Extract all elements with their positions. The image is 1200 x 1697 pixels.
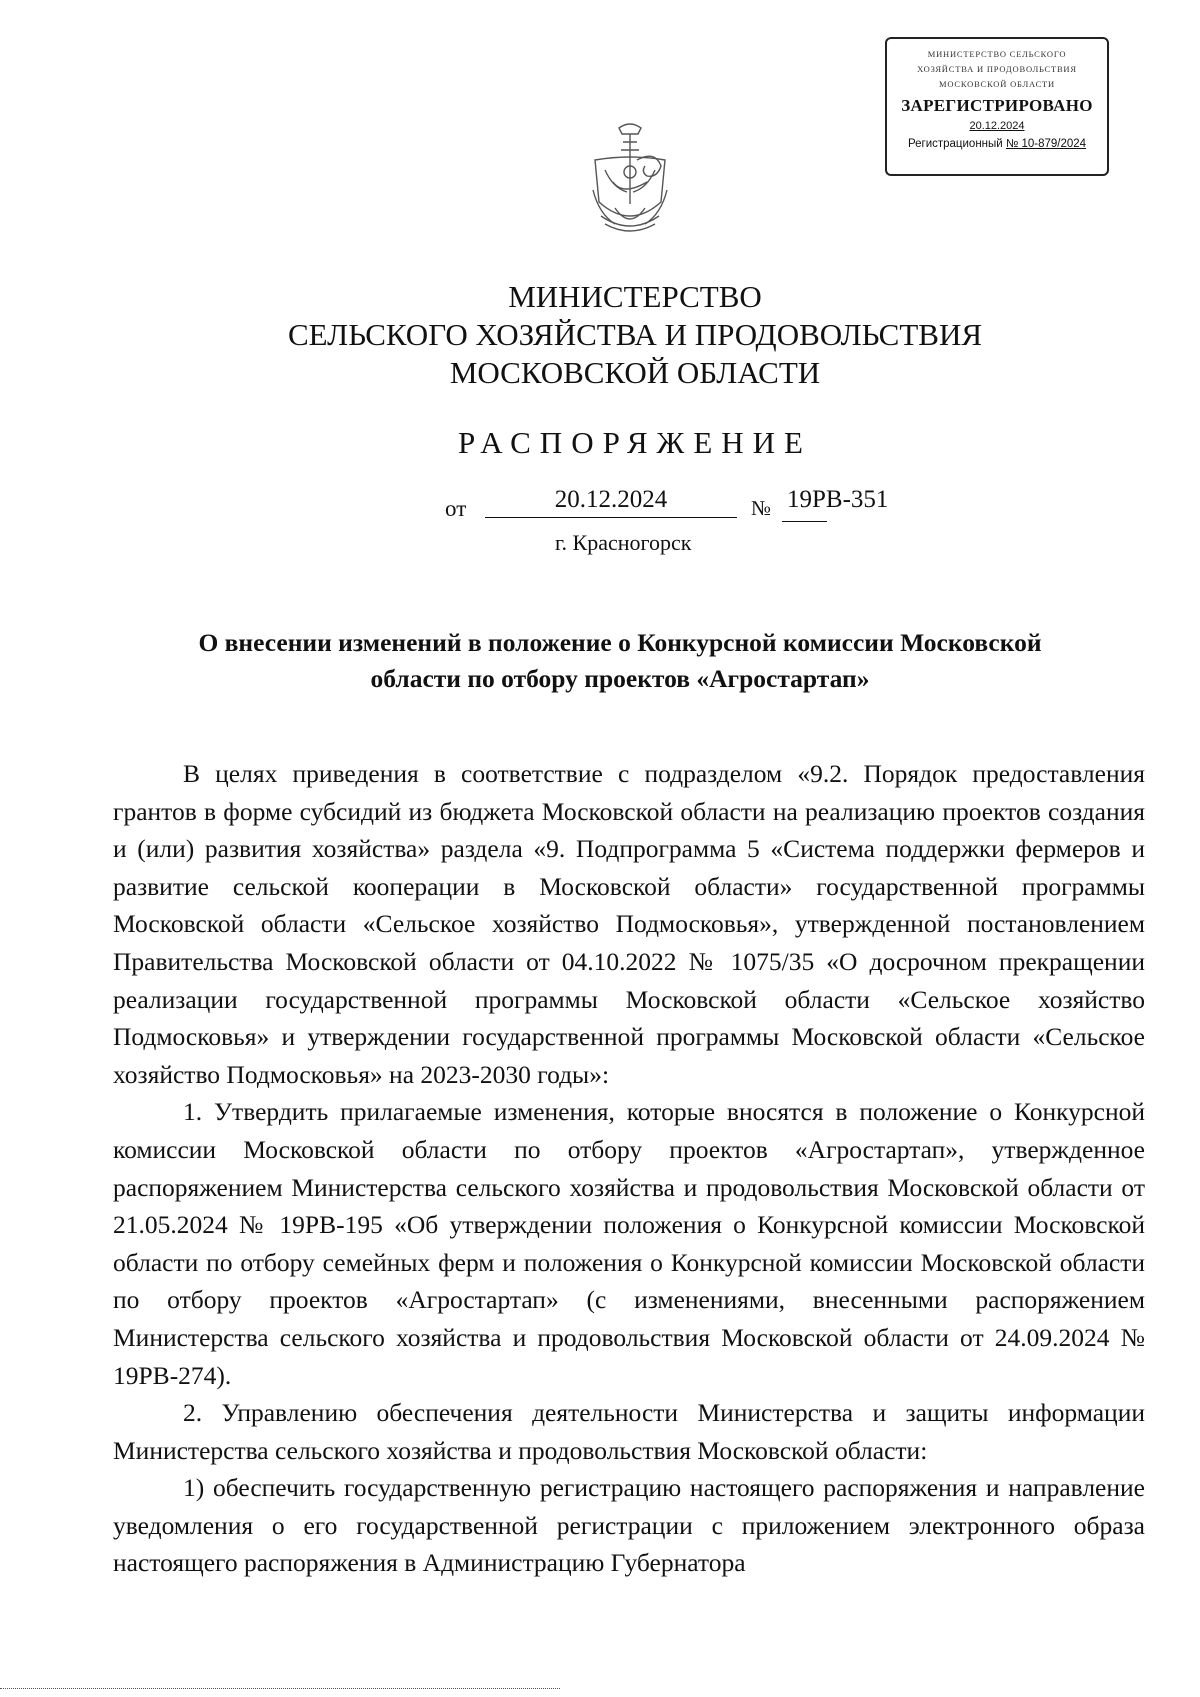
stamp-line-2: ХОЗЯЙСТВА И ПРОДОВОЛЬСТВИЯ — [917, 64, 1077, 74]
body-paragraph-3: 2. Управлению обеспечения деятельности Министерства и защиты информации Министерства сельского хозяйства и продовольствия Московской области: — [113, 1398, 1145, 1465]
stamp-date: 20.12.2024 — [969, 120, 1025, 132]
stamp-reg-label: Регистрационный — [907, 138, 1003, 150]
stamp-reg-number: № 10-879/2024 — [1005, 138, 1087, 150]
document-subject — [0, 625, 1200, 697]
document-number: 19РВ-351 — [787, 486, 889, 513]
number-underline — [782, 521, 827, 522]
number-label: № — [751, 496, 772, 520]
stamp-line-1: МИНИСТЕРСТВО СЕЛЬСКОГО — [927, 49, 1067, 59]
stamp-reg-number-line — [887, 138, 1107, 150]
subject-line-1: О внесении изменений в положение о Конкурсной комиссии Московской — [198, 628, 1042, 657]
body-paragraph-4: 1) обеспечить государственную регистрацию настоящего распоряжения и направление уведомления о его государственной регистрации с приложением электронного образа настоящего распоряжения в Администрацию Губернатора — [113, 1473, 1145, 1578]
body-paragraph-2: 1. Утвердить прилагаемые изменения, которые вносятся в положение о Конкурсной комиссии Московской области по отбору проектов «Агростартап», утвержденное распоряжением Министерства сельского хозяйства и продовольствия Московской области от 21.05.2024 № 19РВ-195 «Об утверждении положения о Конкурсной комиссии Московской области по отбору семейных ферм и положения о Конкурсной комиссии Московской области по отбору проектов «Агростартап» (с изменениями, внесенными распоряжением Министерства сельского хозяйства и продовольствия Московской области от 24.09.2024 № 19РВ-274). — [113, 1097, 1145, 1390]
date-label: от — [445, 496, 467, 521]
city: г. Красногорск — [555, 530, 692, 555]
document-body — [113, 755, 1145, 1582]
header-line-2: СЕЛЬСКОГО ХОЗЯЙСТВА И ПРОДОВОЛЬСТВИЯ — [287, 317, 983, 352]
body-paragraph-1: В целях приведения в соответствие с подразделом «9.2. Порядок предоставления грантов в форме субсидий из бюджета Московской области на реализацию проектов создания и (или) развития хозяйства» раздела «9. Подпрограмма 5 «Система поддержки фермеров и развитие сельской кооперации в Московской области» государственной программы Московской области «Сельское хозяйство Подмосковья», утвержденной постановлением Правительства Московской области от 04.10.2022 № 1075/35 «О досрочном прекращении реализации государственной программы Московской области «Сельское хозяйство Подмосковья» и утверждении государственной программы Московской области «Сельское хозяйство Подмосковья» на 2023-2030 годы»: — [113, 759, 1145, 1089]
registration-stamp — [885, 37, 1109, 176]
document-type: РАСПОРЯЖЕНИЕ — [458, 425, 812, 460]
coat-of-arms-icon — [585, 120, 675, 240]
document-date: 20.12.2024 — [485, 486, 737, 518]
stamp-registered: ЗАРЕГИСТРИРОВАНО — [901, 96, 1093, 115]
ministry-header — [0, 278, 1200, 392]
header-line-1: МИНИСТЕРСТВО — [508, 279, 762, 314]
header-line-3: МОСКОВСКОЙ ОБЛАСТИ — [449, 355, 821, 390]
scan-artifact-line — [0, 1688, 560, 1689]
subject-line-2: области по отбору проектов «Агростартап» — [370, 664, 870, 693]
stamp-line-3: МОСКОВСКОЙ ОБЛАСТИ — [939, 79, 1055, 89]
